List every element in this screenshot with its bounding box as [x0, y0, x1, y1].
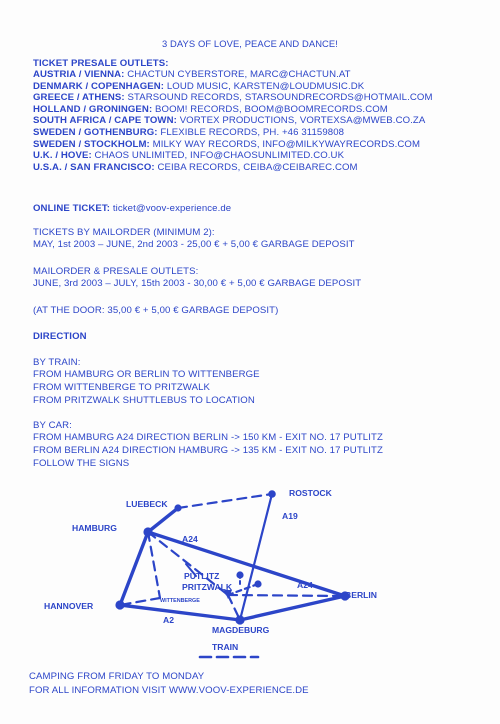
road-hamburg-luebeck: [148, 508, 178, 532]
city-label-putlitz: PUTLITZ: [184, 571, 220, 581]
mailorder-presale-title: MAILORDER & PRESALE OUTLETS:: [33, 266, 199, 277]
outlet-place: U.K. / HOVE:: [33, 150, 92, 162]
train-pritzwalk: [228, 584, 258, 595]
train-step: FROM HAMBURG OR BERLIN TO WITTENBERGE: [33, 369, 260, 380]
presale-outlets-list: [33, 69, 433, 173]
outlet-place: HOLLAND / GRONINGEN:: [33, 103, 153, 115]
outlet-info: STARSOUND RECORDS, STARSOUNDRECORDS@HOTMAIL.COM: [127, 92, 433, 104]
city-dot-rostock: [268, 490, 276, 498]
train-hannover: [120, 598, 160, 605]
outlet-row: [33, 69, 433, 81]
city-label-pritzwalk: PRITZWALK: [182, 582, 233, 592]
car-step: FOLLOW THE SIGNS: [33, 458, 130, 469]
online-ticket: [33, 203, 231, 215]
outlet-place: SWEDEN / STOCKHOLM:: [33, 138, 150, 150]
outlet-row: [33, 104, 433, 116]
outlet-row: [33, 162, 433, 174]
outlet-info: CHACTUN CYBERSTORE, MARC@CHACTUN.AT: [127, 69, 351, 80]
outlet-info: CHAOS UNLIMITED, INFO@CHAOSUNLIMITED.CO.UK: [94, 150, 345, 162]
train-wittenberge-berlin: [228, 595, 345, 596]
mailorder-line: MAY, 1st 2003 – JUNE, 2nd 2003 - 25,00 € + 5,00 € GARBAGE DEPOSIT: [33, 239, 355, 250]
outlet-info: BOOM! RECORDS, BOOM@BOOMRECORDS.COM: [155, 103, 388, 115]
door-price: (AT THE DOOR: 35,00 € + 5,00 € GARBAGE DEPOSIT): [33, 305, 279, 316]
outlet-place: AUSTRIA / VIENNA:: [33, 69, 125, 80]
road-a2-east: [240, 596, 345, 620]
city-label-luebeck: LUEBECK: [126, 499, 168, 509]
outlet-place: GREECE / ATHENS:: [33, 92, 125, 104]
outlet-info: VORTEX PRODUCTIONS, VORTEXSA@MWEB.CO.ZA: [179, 115, 426, 127]
outlet-place: U.S.A. / SAN FRANCISCO:: [33, 161, 155, 173]
online-ticket-email[interactable]: ticket@voov-experience.de: [112, 203, 232, 214]
outlet-place: SWEDEN / GOTHENBURG:: [33, 126, 158, 138]
car-step: FROM HAMBURG A24 DIRECTION BERLIN -> 150 KM - EXIT NO. 17 PUTLITZ: [33, 432, 383, 443]
road-a2-west: [120, 605, 240, 620]
city-dot-luebeck: [174, 504, 181, 511]
car-step: FROM BERLIN A24 DIRECTION HAMBURG -> 135 KM - EXIT NO. 17 PUTLITZ: [33, 445, 383, 456]
train-step: FROM PRITZWALK SHUTTLEBUS TO LOCATION: [33, 395, 255, 406]
outlet-place: SOUTH AFRICA / CAPE TOWN:: [33, 115, 177, 127]
outlet-row: [33, 81, 433, 93]
outlet-place: DENMARK / COPENHAGEN:: [33, 80, 165, 92]
outlet-info: FLEXIBLE RECORDS, PH. +46 31159808: [160, 126, 345, 138]
city-label-wittenberge: WITTENBERGE: [160, 598, 200, 604]
mailorder-title: TICKETS BY MAILORDER (MINIMUM 2):: [33, 227, 215, 238]
road-label-a24: A24: [182, 534, 198, 544]
city-label-magdeburg: MAGDEBURG: [212, 625, 270, 635]
headline: 3 DAYS OF LOVE, PEACE AND DANCE!: [162, 38, 338, 49]
city-dot-pritzwalk: [254, 580, 261, 587]
road-hamburg-hannover: [120, 532, 148, 605]
city-label-rostock: ROSTOCK: [289, 488, 332, 498]
city-label-berlin: BERLIN: [345, 590, 377, 600]
city-label-hannover: HANNOVER: [44, 601, 94, 611]
outlet-row: [33, 139, 433, 151]
road-a19: [240, 494, 272, 620]
outlet-info: LOUD MUSIC, KARSTEN@LOUDMUSIC.DK: [166, 80, 365, 92]
city-dot-putlitz: [236, 571, 243, 578]
mailorder-presale-line: JUNE, 3rd 2003 – JULY, 15th 2003 - 30,00 € + 5,00 € GARBAGE DEPOSIT: [33, 278, 362, 289]
train-hamburg-wittenberge: [148, 532, 160, 598]
train-step: FROM WITTENBERGE TO PRITZWALK: [33, 382, 211, 393]
outlet-row: [33, 150, 433, 162]
online-ticket-label: ONLINE TICKET:: [33, 203, 111, 214]
outlet-row: [33, 127, 433, 139]
legend-train-label: TRAIN: [212, 642, 239, 652]
road-label-a24: A24: [297, 580, 313, 590]
car-title: BY CAR:: [33, 420, 72, 431]
road-label-a19: A19: [282, 511, 298, 521]
road-luebeck-rostock: [178, 494, 272, 508]
footer-camping: CAMPING FROM FRIDAY TO MONDAY: [29, 671, 205, 682]
presale-title: TICKET PRESALE OUTLETS:: [33, 58, 169, 69]
outlet-info: MILKY WAY RECORDS, INFO@MILKYWAYRECORDS.COM: [152, 138, 421, 150]
direction-title: DIRECTION: [33, 331, 87, 342]
city-label-hamburg: HAMBURG: [72, 523, 117, 533]
road-a24: [148, 532, 345, 596]
city-dot-magdeburg: [235, 615, 244, 624]
city-dot-hannover: [115, 600, 124, 609]
route-map: [44, 480, 380, 660]
road-label-a2: A2: [163, 615, 174, 625]
outlet-info: CEIBA RECORDS, CEIBA@CEIBAREC.COM: [157, 161, 358, 173]
train-title: BY TRAIN:: [33, 357, 81, 368]
city-dot-hamburg: [143, 527, 152, 536]
footer-info: FOR ALL INFORMATION VISIT WWW.VOOV-EXPERIENCE.DE: [29, 685, 309, 696]
outlet-row: [33, 115, 433, 127]
outlet-row: [33, 92, 433, 104]
